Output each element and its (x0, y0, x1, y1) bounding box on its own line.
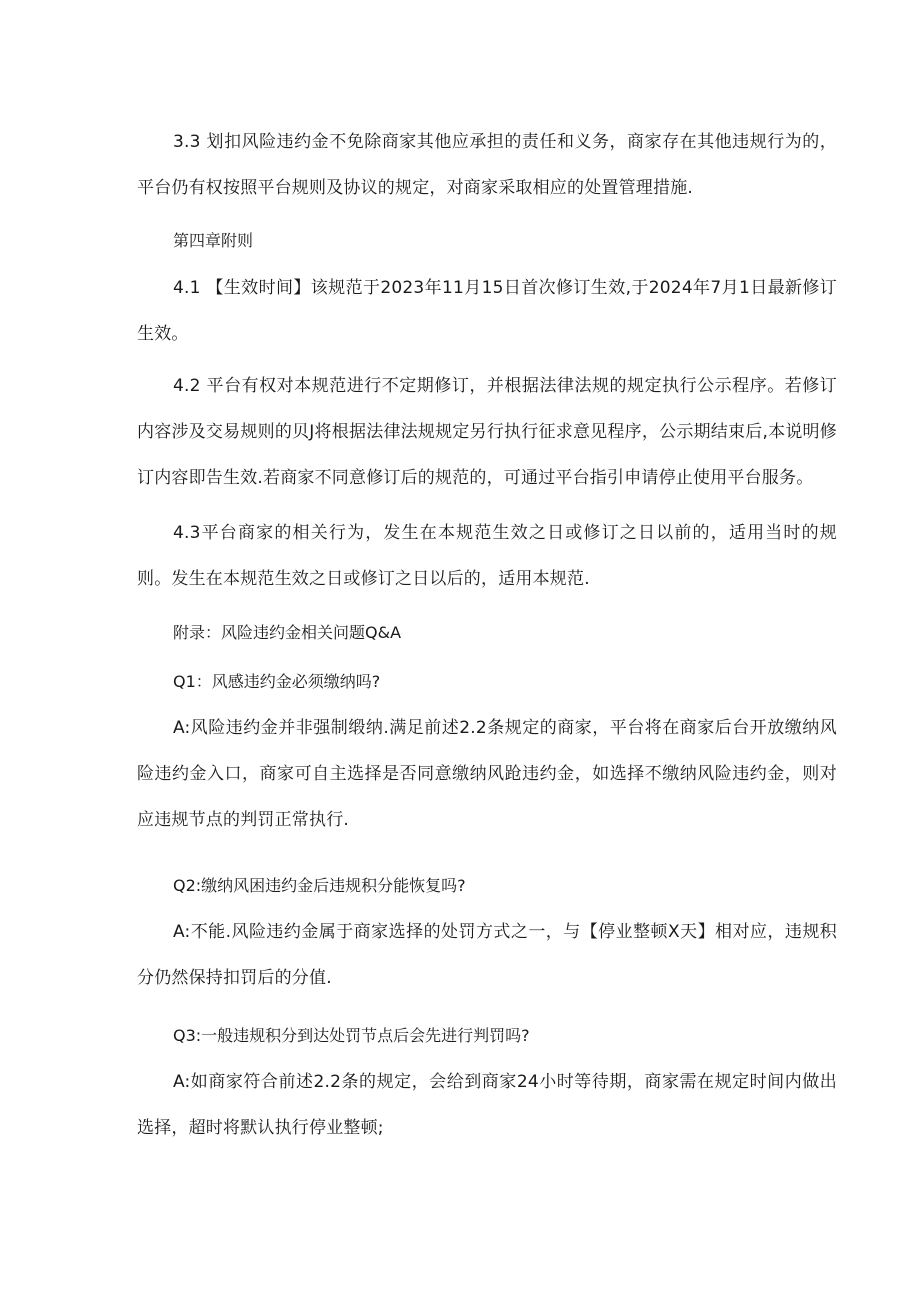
paragraph-3-3: 3.3 划扣风险违约金不免除商家其他应承担的责任和义务，商家存在其他违规行为的，平台仍有权按照平台规则及协议的规定，对商家采取相应的处置管理措施. (137, 132, 837, 198)
paragraph-4-2: 4.2 平台有权对本规范进行不定期修订，并根据法律法规的规定执行公示程序。若修订内容涉及交易规则的贝J将根据法律法规规定另行执行征求意见程序，公示期结束后,本说明修订内容即告生效.若商家不同意修订后的规范的，可通过平台指引申请停止使用平台服务。 (137, 376, 837, 488)
question-3: Q3:一般违规积分到达处罚节点后会先进行判罚吗? (173, 1026, 530, 1045)
paragraph-4-1: 4.1 【生效时间】该规范于2023年11月15日首次修订生效,于2024年7月1日最新修订生效。 (137, 278, 837, 344)
paragraph-4-3: 4.3平台商家的相关行为，发生在本规范生效之日或修订之日以前的，适用当时的规则。发生在本规范生效之日或修订之日以后的，适用本规范. (137, 523, 837, 589)
answer-1: A:风险违约金并非强制缎纳.满足前述2.2条规定的商家，平台将在商家后台开放缴纳风险违约金入口，商家可自主选择是否同意缴纳风跄违约金，如选择不缴纳风险违约金，则对应违规节点的判罚正常执行. (137, 718, 837, 830)
appendix-heading: 附录：风险违约金相关问题Q&A (173, 623, 402, 642)
chapter-heading: 第四章附则 (173, 231, 254, 250)
answer-2: A:不能.风险违约金属于商家选择的处罚方式之一，与【停业整顿X天】相对应，违规积分仍然保持扣罚后的分值. (137, 922, 837, 988)
answer-3: A:如商家符合前述2.2条的规定，会给到商家24小时等待期，商家需在规定时间内做出选择，超时将默认执行停业整顿; (137, 1072, 837, 1138)
question-1: Q1：风感违约金必须缴纳吗? (173, 672, 381, 691)
question-2: Q2:缴纳风困违约金后违规积分能恢复吗? (173, 876, 466, 895)
